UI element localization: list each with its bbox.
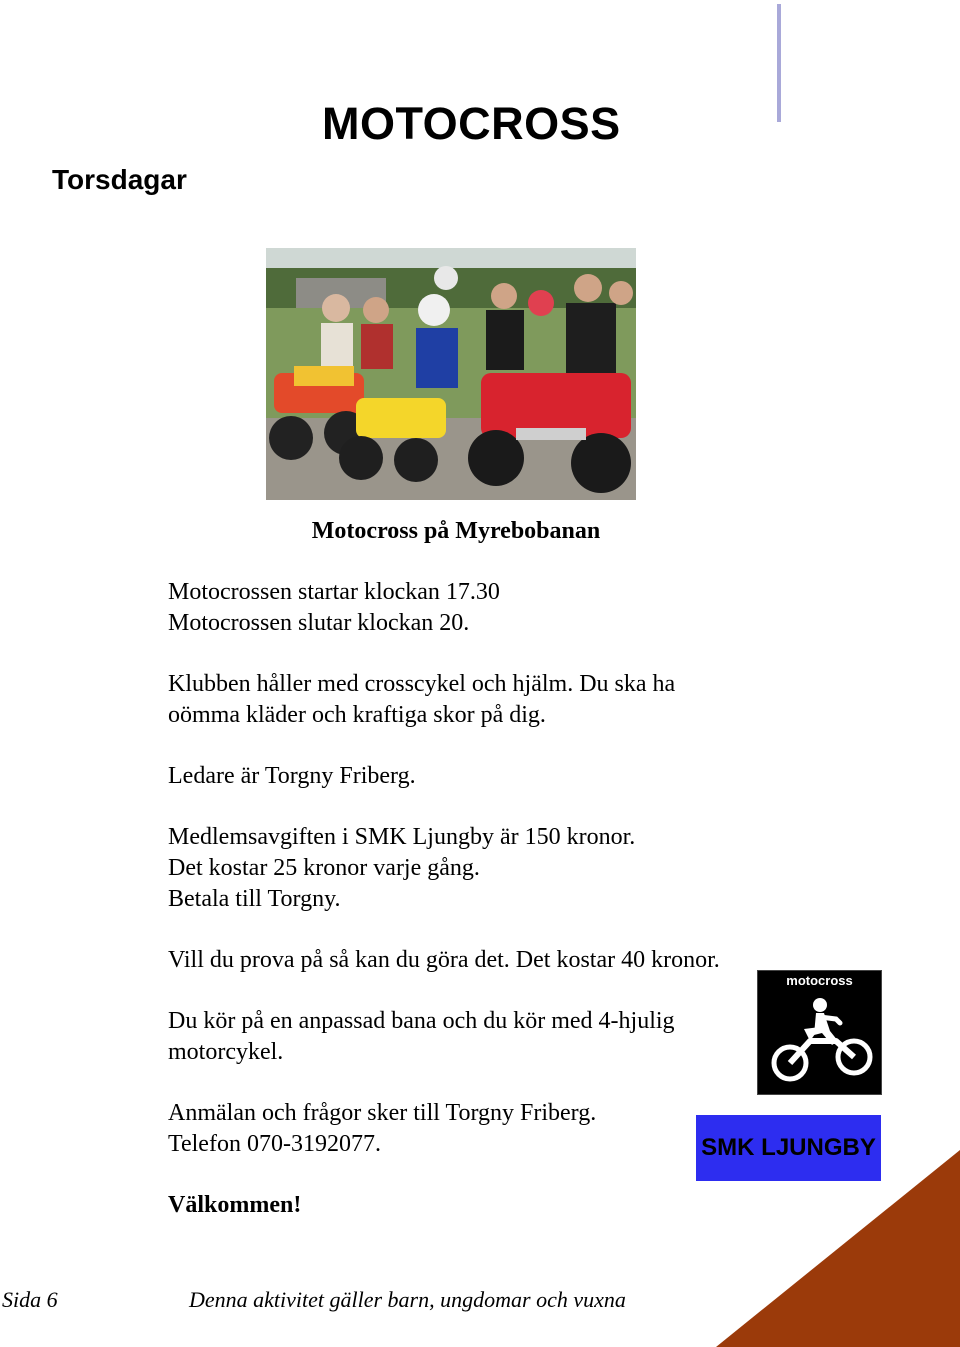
day-heading: Torsdagar	[52, 164, 187, 195]
welcome-text: Välkommen!	[168, 1192, 302, 1218]
paragraph-times	[168, 577, 753, 639]
payment-line: Betala till Torgny.	[168, 886, 341, 912]
paragraph-leader	[168, 761, 753, 792]
club-badge: SMK LJUNGBY	[696, 1115, 881, 1181]
page-title: MOTOCROSS	[322, 98, 621, 149]
paragraph-trial	[168, 945, 753, 976]
equipment-text: Klubben håller med crosscykel och hjälm. Du ska ha oömma kläder och kraftiga skor på dig.	[168, 671, 676, 728]
article-body	[168, 577, 753, 1251]
paragraph-fees	[168, 822, 753, 915]
group-photo	[266, 248, 636, 500]
motocross-rider-icon	[758, 971, 881, 1094]
leader-text: Ledare är Torgny Friberg.	[168, 763, 416, 789]
corner-triangle-decoration	[716, 1150, 960, 1347]
page-number: Sida 6	[2, 1287, 58, 1312]
footer-note: Denna aktivitet gäller barn, ungdomar och vuxna	[189, 1287, 626, 1312]
paragraph-equipment	[168, 669, 753, 731]
membership-fee-line: Medlemsavgiften i SMK Ljungby är 150 kronor.	[168, 824, 636, 850]
track-text: Du kör på en anpassad bana och du kör med 4-hjulig motorcykel.	[168, 1008, 675, 1065]
phone-line: Telefon 070-3192077.	[168, 1131, 381, 1157]
paragraph-contact	[168, 1098, 753, 1160]
decorative-vertical-rule	[777, 4, 781, 122]
start-time-line: Motocrossen startar klockan 17.30	[168, 579, 500, 605]
motocross-logo	[757, 970, 882, 1095]
contact-line: Anmälan och frågor sker till Torgny Friberg.	[168, 1100, 597, 1126]
article-caption: Motocross på Myrebobanan	[311, 518, 601, 544]
session-fee-line: Det kostar 25 kronor varje gång.	[168, 855, 480, 881]
paragraph-track	[168, 1006, 753, 1068]
end-time-line: Motocrossen slutar klockan 20.	[168, 610, 470, 636]
logo-label: motocross	[786, 973, 853, 988]
trial-text: Vill du prova på så kan du göra det. Det kostar 40 kronor.	[168, 947, 720, 973]
